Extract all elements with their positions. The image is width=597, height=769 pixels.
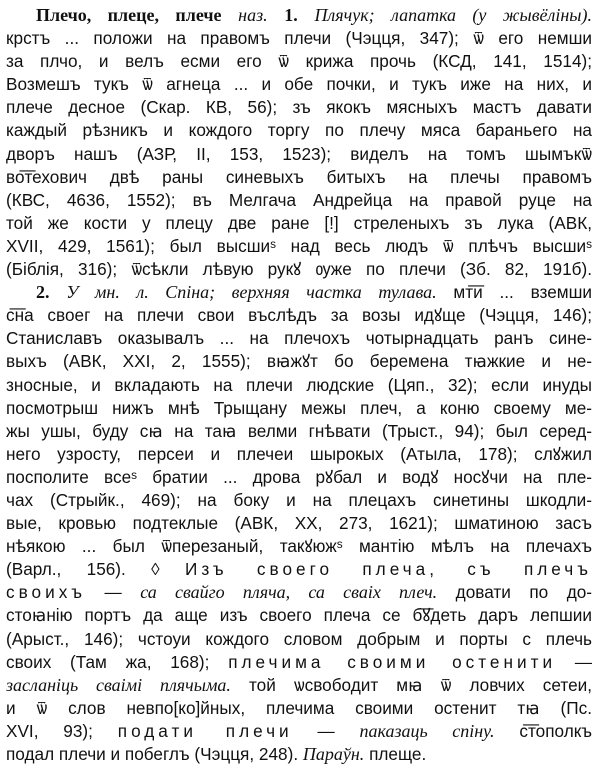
entry-line bbox=[6, 143, 592, 166]
entry-text: XVII, 429, 1561); был высшиˢ над весь людъ ѿ плѣчъ высшиˢ bbox=[6, 235, 592, 256]
entry-line bbox=[6, 27, 592, 50]
entry-line bbox=[6, 304, 592, 327]
entry-line bbox=[6, 189, 592, 212]
italic-gloss: Параўн. bbox=[302, 744, 365, 764]
entry-line bbox=[6, 350, 592, 373]
entry-text: — bbox=[292, 720, 360, 741]
italic-gloss: паказаць спіну. bbox=[359, 720, 495, 741]
entry-line bbox=[6, 281, 592, 304]
entry-text: XVI, 93); bbox=[6, 720, 118, 741]
entry-text: выхъ (АВК, XXI, 2, 1555); вꙗжꙋт бо беремена тꙗжкие и не- bbox=[6, 351, 592, 372]
entry-line bbox=[6, 166, 592, 189]
entry-line bbox=[6, 512, 592, 535]
entry-line bbox=[6, 558, 592, 581]
entry-text: мт͞и ... вземши bbox=[436, 282, 592, 303]
entry-text: плеще. bbox=[364, 744, 427, 764]
entry-line bbox=[6, 420, 592, 443]
italic-gloss: наз. bbox=[238, 5, 268, 25]
entry-text: каждый рѣзникъ и кождого торгу по плечу мяса бараньего на bbox=[6, 120, 592, 141]
entry-text: своих (Там жа, 168); bbox=[6, 651, 229, 672]
entry-text: (Варл., 156). ◊ bbox=[6, 559, 185, 580]
entry-text: за плчо, и велъ есми его ѿ крижа прочь (КСД, 141, 1514); bbox=[6, 51, 592, 72]
entry-text: — bbox=[556, 651, 592, 672]
spaced-phrase: своихъ bbox=[6, 582, 87, 603]
entry-text: стоꙗнію портъ да аще изъ своего плеча се б͞ꙋдеть даръ лепшии bbox=[6, 605, 592, 626]
entry-text: крстъ ... положи на правомъ плечи (Чэцця, 347); ѿ его немши bbox=[6, 28, 592, 49]
entry-text: той же кости у плецу две ране [!] стреленыхъ зъ лука (АВК, bbox=[6, 212, 592, 233]
entry-line bbox=[6, 697, 592, 720]
entry-text: Возмешъ тукъ ѿ агнеца ... и обе почки, и тукъ иже на них, и bbox=[6, 74, 592, 95]
entry-text: Станиславъ оказывалъ ... на плечохъ чотырнадцать ранъ сине- bbox=[6, 328, 592, 349]
entry-text bbox=[222, 5, 239, 25]
italic-gloss: са свайго пляча, са сваіх плеч. bbox=[140, 582, 438, 603]
entry-line bbox=[6, 258, 592, 281]
entry-line bbox=[6, 73, 592, 96]
entry-line bbox=[6, 535, 592, 558]
entry-line bbox=[6, 651, 592, 674]
entry-text: той ѡсвободит мꙗ ѿ ловчих сетеи, bbox=[230, 674, 592, 695]
entry-text: и ѿ слов невпо[ко]йных, плечима своими остенит тꙗ (Пс. bbox=[6, 697, 592, 718]
headword: Плечо, плеце, плече bbox=[36, 5, 222, 25]
spaced-phrase: плечима своими остенити bbox=[228, 651, 557, 672]
entry-line bbox=[6, 327, 592, 350]
entry-text: с͞тополкъ bbox=[494, 720, 592, 741]
spaced-phrase: Изъ своего плеча, съ плечъ bbox=[184, 559, 592, 580]
entry-text: довати по до- bbox=[437, 582, 592, 603]
entry-text: (КВС, 4636, 1552); въ Мелгача Андрейца на правой руце на bbox=[6, 189, 592, 210]
entry-text: жы ушы, буду сꙗ на таꙗ велми гнѣвати (Трыст., 94); был серед- bbox=[6, 420, 592, 441]
entry-text: посполите всеˢ братии ... дрова рꙋбал и водꙋ носꙋчи на пле- bbox=[6, 466, 592, 487]
entry-line bbox=[6, 50, 592, 73]
entry-text bbox=[50, 282, 67, 302]
entry-line bbox=[6, 119, 592, 142]
entry-text: нѣякою ... был ѿперезаный, такꙋюжˢ мантію мѣлъ на плечахъ bbox=[6, 536, 592, 557]
entry-text bbox=[268, 5, 285, 25]
entry-line bbox=[6, 374, 592, 397]
entry-text: 2. bbox=[36, 282, 50, 303]
entry-text: 1. bbox=[284, 5, 298, 25]
entry-text: чах (Стрыйк., 469); на боку и на плецахъ синетины шкодли- bbox=[6, 489, 592, 510]
entry-text: во͞техович двѣ раны синевыхъ битыхъ на плечы правомъ bbox=[6, 166, 592, 187]
entry-text: него узросту, персеи и плечеи шырокых (Атыла, 178); слꙋжил bbox=[6, 443, 592, 464]
entry-text: с͞на своег на плечи свои въслѣдъ за возы идꙋще (Чэцця, 146); bbox=[6, 305, 592, 326]
entry-text: плече десное (Скар. КВ, 56); зъ якокъ мясныхъ мастъ давати bbox=[6, 97, 592, 118]
italic-gloss: Плячук; лапатка (у жывёліны). bbox=[314, 5, 592, 25]
italic-gloss: засланіць сваімі плячыма. bbox=[6, 674, 231, 695]
entry-line bbox=[6, 604, 592, 627]
entry-line bbox=[6, 628, 592, 651]
entry-line bbox=[6, 581, 592, 604]
entry-text bbox=[298, 5, 315, 25]
entry-text: (Біблія, 316); ѿсѣкли лѣвую рукꙋ ѹже по плечи (Зб. 82, 191б). bbox=[6, 259, 592, 280]
entry-line bbox=[6, 397, 592, 420]
entry-line bbox=[6, 4, 592, 27]
entry-line bbox=[6, 489, 592, 512]
entry-line bbox=[6, 96, 592, 119]
entry-text: посмотрыш нижъ мнѣ Трыщану межы плеч, а коню своему ме- bbox=[6, 397, 592, 418]
entry-line bbox=[6, 443, 592, 466]
entry-text: — bbox=[86, 582, 141, 603]
entry-text: (Арыст., 146); чстоуи кождого словом добрым и порты с плечь bbox=[6, 628, 592, 649]
entry-text: вые, кровью подтеклые (АВК, XX, 273, 1621); шматиною засъ bbox=[6, 513, 592, 534]
dictionary-entry bbox=[6, 4, 592, 766]
spaced-phrase: подати плечи bbox=[117, 720, 293, 741]
entry-line bbox=[6, 235, 592, 258]
entry-text: подал плечи и побеглъ (Чэцця, 248). bbox=[6, 744, 303, 764]
entry-text: дворъ нашъ (АЗР, II, 153, 1523); виделъ на томъ шымъкѿ bbox=[6, 143, 592, 164]
entry-line bbox=[6, 212, 592, 235]
italic-gloss: У мн. л. Спіна; верхняя частка тулава. bbox=[66, 282, 437, 303]
entry-line bbox=[6, 720, 592, 743]
entry-text: зносные, и вкладають на плечи людские (Цяп., 32); если инуды bbox=[6, 374, 592, 395]
entry-line bbox=[6, 674, 592, 697]
entry-line bbox=[6, 466, 592, 489]
entry-line bbox=[6, 743, 592, 766]
